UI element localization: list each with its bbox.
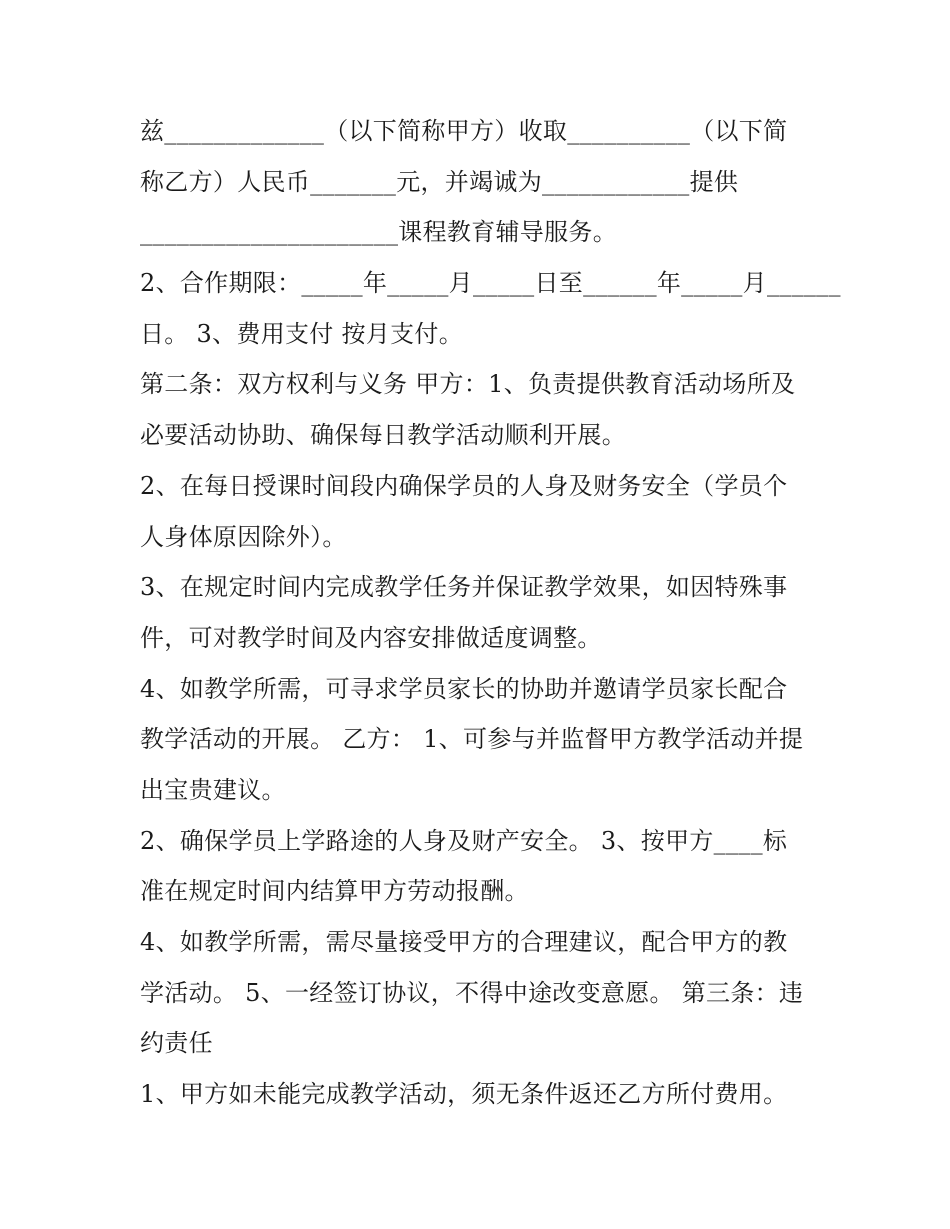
text-line: 2、在每日授课时间段内确保学员的人身及财务安全（学员个 [140, 471, 788, 500]
text-line: 第二条：双方权利与义务 甲方：1、负责提供教育活动场所及 [140, 370, 796, 399]
text-line: 学活动。 5、一经签订协议，不得中途改变意愿。 第三条：违 [140, 978, 804, 1007]
text-line: 准在规定时间内结算甲方劳动报酬。 [140, 877, 529, 906]
text-line: 3、在规定时间内完成教学任务并保证教学效果，如因特殊事 [140, 573, 788, 602]
text-line: 件，可对教学时间及内容安排做适度调整。 [140, 623, 602, 652]
text-line: 兹_____________（以下简称甲方）收取__________（以下简 [140, 117, 788, 145]
text-line: 2、确保学员上学路途的人身及财产安全。 3、按甲方____标 [140, 826, 788, 855]
text-line: 必要活动协助、确保每日教学活动顺利开展。 [140, 421, 626, 450]
text-line: 出宝贵建议。 [140, 775, 286, 804]
text-line: 4、如教学所需，可寻求学员家长的协助并邀请学员家长配合 [140, 674, 788, 703]
document-body [140, 106, 841, 1120]
text-line: 教学活动的开展。 乙方： 1、可参与并监督甲方教学活动并提 [140, 725, 804, 754]
text-line: 日。 3、费用支付 按月支付。 [140, 319, 464, 348]
text-line: 称乙方）人民币_______元，并竭诚为____________提供 [140, 167, 739, 196]
text-line: 2、合作期限：_____年_____月_____日至______年_____月______ [140, 269, 841, 298]
text-line: _____________________课程教育辅导服务。 [140, 218, 617, 247]
text-line: 4、如教学所需，需尽量接受甲方的合理建议，配合甲方的教 [140, 928, 788, 956]
text-line: 1、甲方如未能完成教学活动，须无条件返还乙方所付费用。 [140, 1080, 788, 1109]
text-line: 约责任 [140, 1029, 213, 1058]
text-line: 人身体原因除外）。 [140, 522, 347, 551]
